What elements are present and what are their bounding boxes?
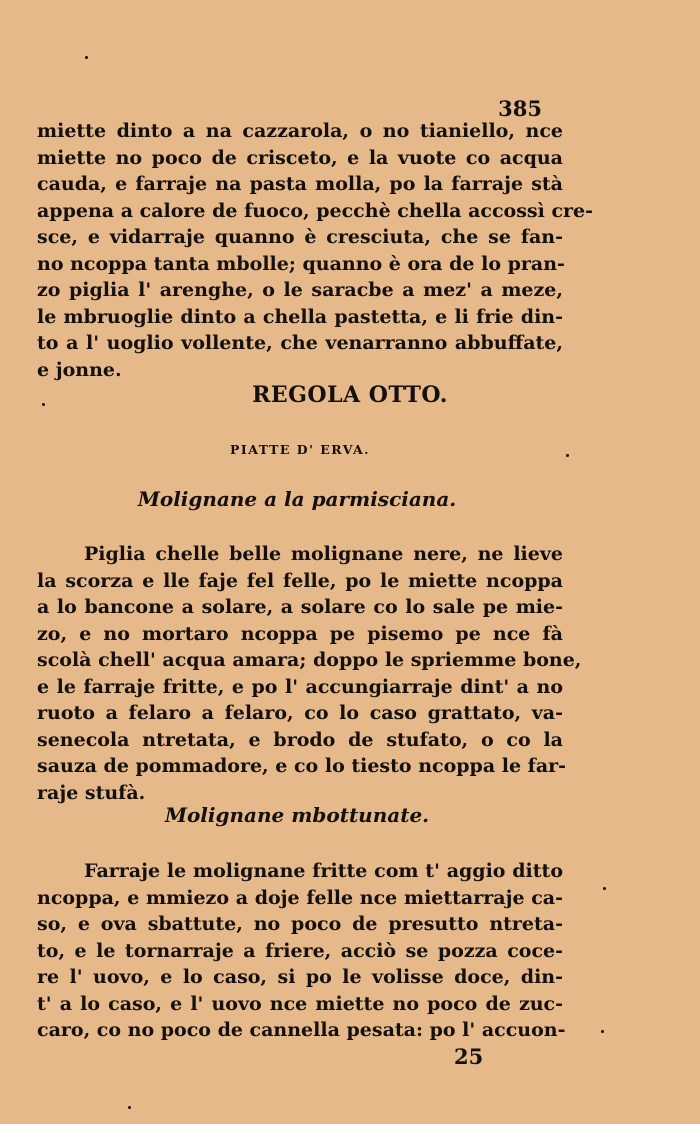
text-line: caro, co no poco de cannella pesata: po l' accuon- (37, 1019, 566, 1041)
text-line: a lo bancone a solare, a solare co lo sale pe mie- (37, 596, 563, 618)
signature-mark: 25 (454, 1044, 484, 1069)
text-line: ruoto a felaro a felaro, co lo caso grattato, va- (37, 702, 563, 724)
ink-speck (85, 56, 88, 59)
text-line: miette dinto a na cazzarola, o no tianiello, nce (37, 120, 563, 142)
ink-speck (42, 403, 45, 406)
text-line: to, e le tornarraje a friere, acciò se pozza coce- (37, 939, 563, 962)
text-line: to a l' uoglio vollente, che venarranno abbuffate, (37, 332, 563, 354)
page-number: 385 (498, 96, 542, 121)
recipe-paragraph (37, 858, 566, 1044)
text-line: sauza de pommadore, e co lo tiesto ncoppa le far- (37, 755, 567, 777)
text-line: senecola ntretata, e brodo de stufato, o co la (37, 728, 563, 751)
ink-speck (603, 887, 606, 890)
text-line: scolà chell' acqua amara; doppo le spriemme bone, (37, 649, 582, 671)
text-line: e jonne. (37, 358, 122, 381)
section-heading: REGOLA OTTO. (252, 382, 448, 408)
ink-speck (128, 1106, 131, 1109)
text-line: re l' uovo, e lo caso, si po le volisse doce, din- (37, 966, 563, 988)
text-line: e le farraje fritte, e po l' accungiarraje dint' a no (37, 675, 563, 698)
text-line: no ncoppa tanta mbolle; quanno è ora de lo pran- (37, 252, 565, 275)
text-line: le mbruoglie dinto a chella pastetta, e li frie din- (37, 305, 563, 328)
text-line: so, e ova sbattute, no poco de presutto ntreta- (37, 913, 563, 935)
text-line: cauda, e farraje na pasta molla, po la farraje stà (37, 173, 563, 195)
intro-paragraph (37, 118, 594, 383)
text-line: miette no poco de crisceto, e la vuote co acqua (37, 146, 563, 169)
text-line: Piglia chelle belle molignane nere, ne lieve (84, 543, 563, 565)
text-line: ncoppa, e mmiezo a doje felle nce miettarraje ca- (37, 886, 563, 909)
text-line: raje stufà. (37, 781, 146, 804)
text-line: appena a calore de fuoco, pecchè chella accossì cre- (37, 199, 594, 222)
text-line: t' a lo caso, e l' uovo nce miette no poco de zuc- (37, 992, 563, 1015)
recipe-title: Molignane a la parmisciana. (137, 487, 457, 511)
text-line: zo piglia l' arenghe, o le saracbe a mez' a meze, (37, 279, 563, 301)
text-line: sce, e vidarraje quanno è cresciuta, che se fan- (37, 226, 563, 248)
section-subheading: PIATTE D' ERVA. (229, 442, 371, 457)
text-line: Farraje le molignane fritte com t' aggio ditto (84, 860, 563, 882)
ink-speck (566, 454, 569, 457)
text-line: la scorza e lle faje fel felle, po le miette ncoppa (37, 569, 563, 592)
ink-speck (601, 1030, 604, 1033)
text-line: zo, e no mortaro ncoppa pe pisemo pe nce fà (37, 622, 563, 645)
recipe-paragraph (37, 541, 582, 806)
recipe-title: Molignane mbottunate. (164, 803, 430, 827)
